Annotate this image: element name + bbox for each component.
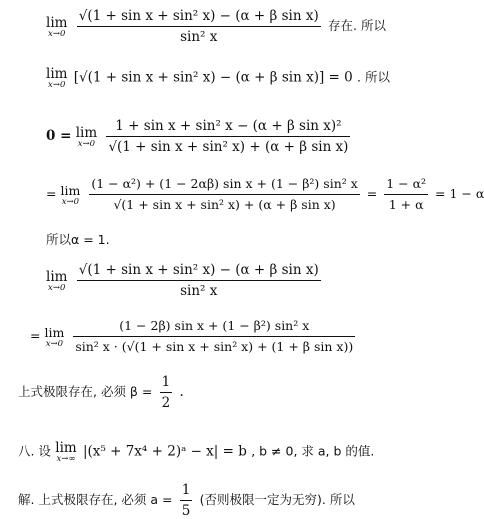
limit-operator: lim x→0 bbox=[44, 324, 65, 349]
fraction bbox=[160, 374, 173, 411]
equals-sign: = bbox=[366, 186, 378, 201]
fraction-simplified bbox=[384, 176, 428, 213]
limit-operator: lim x→0 bbox=[46, 268, 68, 293]
fraction bbox=[89, 176, 359, 213]
denominator: √(1 + sin x + sin² x) + (α + β sin x) bbox=[89, 194, 359, 213]
numerator: 1 − α² bbox=[386, 176, 427, 191]
problem-condition: , b ≠ 0, 求 a, b 的值. bbox=[251, 443, 375, 459]
denominator: 1 + α bbox=[384, 194, 428, 213]
denominator: 2 bbox=[160, 392, 173, 411]
solution-line bbox=[18, 482, 355, 519]
numerator: 1 bbox=[161, 374, 171, 390]
equation-lead: = bbox=[46, 186, 57, 201]
equation-lead: 0 = bbox=[46, 128, 72, 144]
limit-expression-6 bbox=[46, 262, 324, 299]
condition-beta bbox=[18, 374, 184, 411]
limit-operator: lim x→0 bbox=[75, 124, 98, 149]
condition-text: 上式极限存在, 必须 β = bbox=[18, 384, 153, 399]
fraction bbox=[77, 8, 321, 45]
numerator: √(1 + sin x + sin² x) − (α + β sin x) bbox=[78, 262, 319, 278]
denominator: sin² x · (√(1 + sin x + sin² x) + (1 + β sin x)) bbox=[73, 336, 355, 355]
numerator: √(1 + sin x + sin² x) − (α + β sin x) bbox=[78, 8, 319, 24]
numerator: 1 bbox=[181, 482, 191, 498]
result: = 1 − α bbox=[435, 186, 484, 201]
limit-operator: lim x→0 bbox=[46, 14, 68, 39]
fraction bbox=[77, 262, 321, 299]
limit-expression-1 bbox=[46, 8, 386, 45]
problem-eight bbox=[18, 440, 374, 464]
conclusion-alpha: 所以α = 1. bbox=[46, 232, 110, 247]
limit-expression-2 bbox=[46, 66, 390, 90]
period: . bbox=[179, 384, 184, 400]
numerator: (1 − 2β) sin x + (1 − β²) sin² x bbox=[119, 318, 310, 333]
fraction bbox=[73, 318, 355, 355]
denominator: sin² x bbox=[77, 26, 321, 45]
limit-operator: lim x→0 bbox=[60, 182, 81, 207]
bracket-expression: [√(1 + sin x + sin² x) − (α + β sin x)] = 0 bbox=[73, 69, 353, 86]
limit-operator: lim x→0 bbox=[46, 66, 68, 90]
denominator: sin² x bbox=[77, 280, 321, 299]
limit-expression-7 bbox=[30, 318, 358, 355]
numerator: 1 + sin x + sin² x − (α + β sin x)² bbox=[115, 118, 342, 134]
limit-expression-4 bbox=[46, 176, 484, 213]
limit-operator: lim x→∞ bbox=[55, 440, 77, 464]
problem-label: 八. 设 bbox=[18, 443, 51, 459]
fraction bbox=[106, 118, 350, 155]
numerator: (1 − α²) + (1 − 2αβ) sin x + (1 − β²) sin² x bbox=[91, 176, 358, 191]
fraction bbox=[180, 482, 193, 519]
solution-tail: (否则极限一定为无穷). 所以 bbox=[199, 492, 355, 507]
denominator: 5 bbox=[180, 500, 193, 519]
equation-lead: = bbox=[30, 328, 41, 343]
text-tail: . 所以 bbox=[357, 69, 390, 85]
solution-text: 解. 上式极限存在, 必须 a = bbox=[18, 492, 173, 507]
text-tail: 存在. 所以 bbox=[328, 18, 386, 33]
denominator: √(1 + sin x + sin² x) + (α + β sin x) bbox=[106, 136, 350, 155]
limit-expression-3 bbox=[46, 118, 353, 155]
problem-expression: |(x⁵ + 7x⁴ + 2)ᵃ − x| = b bbox=[82, 443, 247, 460]
